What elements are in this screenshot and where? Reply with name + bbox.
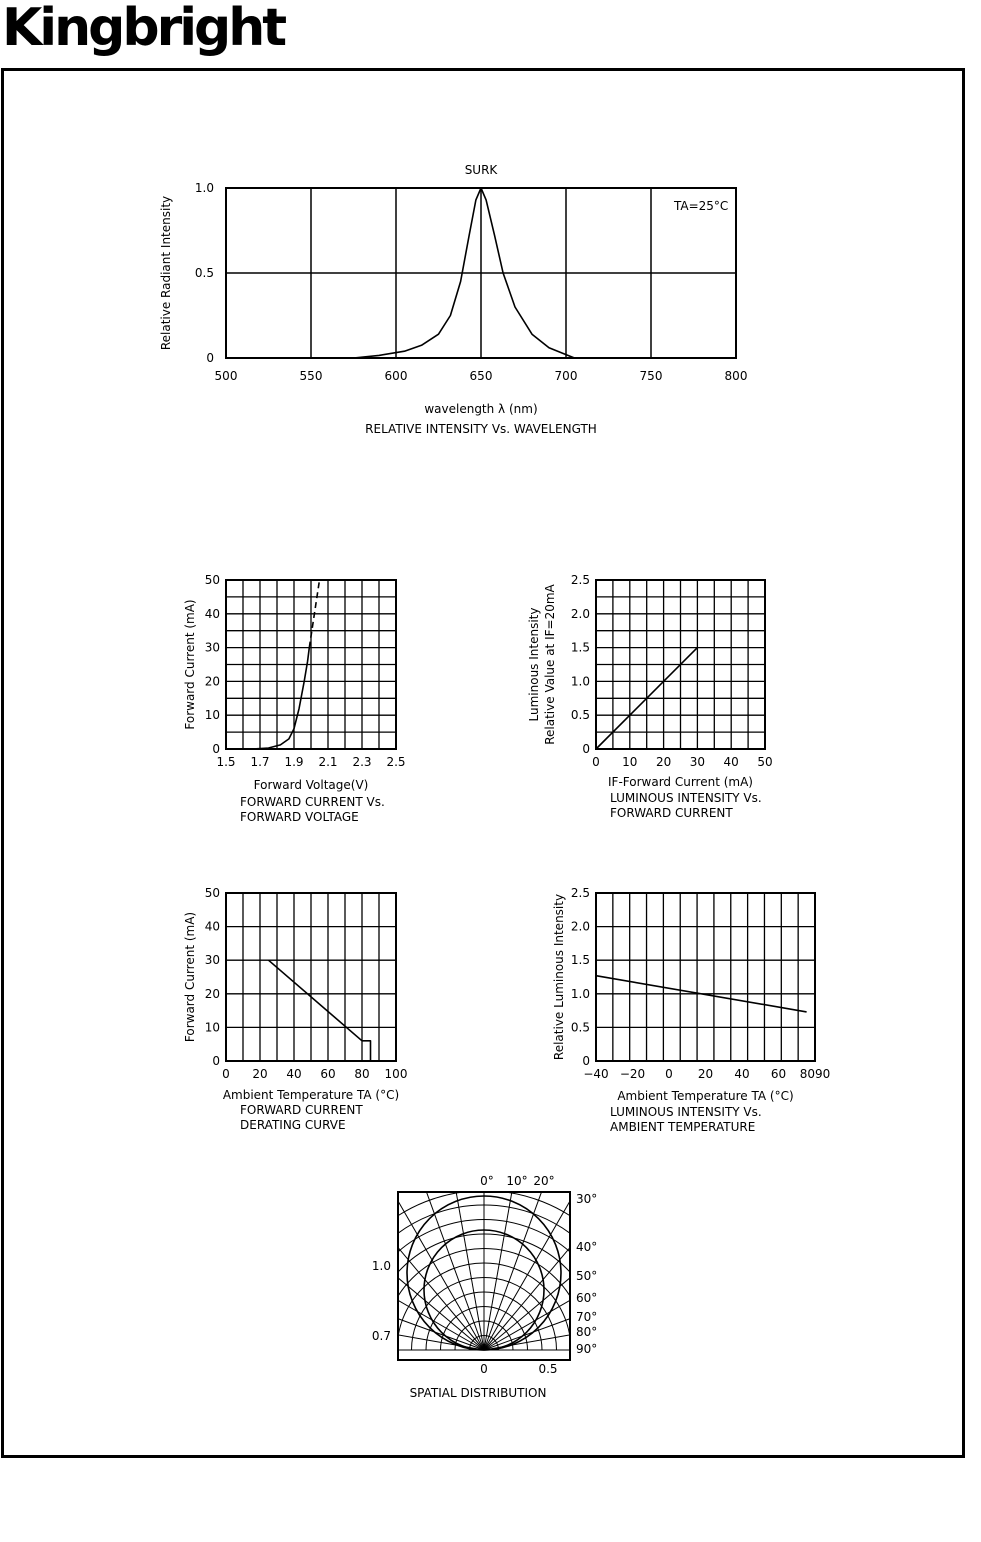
x-tick-label: 10	[622, 755, 638, 769]
y-tick-label: 2.0	[570, 606, 590, 621]
chart-caption: SPATIAL DISTRIBUTION	[409, 1386, 547, 1400]
y-tick-label: 0.5	[570, 1020, 590, 1035]
x-tick-label: 550	[299, 369, 323, 383]
y-tick-label: 50	[204, 886, 220, 900]
y-tick-label: 0	[212, 1054, 220, 1068]
angle-label: 0°	[480, 1174, 494, 1188]
chart-3	[527, 573, 773, 820]
x-tick-label: 20	[252, 1067, 268, 1081]
y-tick-label: 1.5	[570, 953, 590, 968]
chart-caption: FORWARD CURRENT	[240, 1103, 363, 1117]
y-axis-label: Forward Current (mA)	[183, 599, 197, 730]
angle-label: 40°	[576, 1240, 598, 1254]
chart-caption: RELATIVE INTENSITY Vs. WAVELENGTH	[365, 422, 597, 436]
angle-label: 30°	[576, 1192, 598, 1206]
y-tick-label: 2.0	[570, 919, 590, 934]
y-tick-label: 0	[212, 742, 220, 756]
chart-caption: FORWARD CURRENT Vs.	[240, 795, 385, 809]
y-tick-label: 0.5	[570, 708, 590, 723]
x-tick-label: 700	[554, 369, 578, 383]
y-axis-label: Luminous Intensity	[527, 607, 541, 722]
angle-label: 50°	[576, 1269, 598, 1283]
chart-1	[159, 163, 747, 436]
chart-5	[552, 886, 830, 1134]
x-axis-label: Ambient Temperature TA (°C)	[222, 1088, 400, 1102]
x-tick-label: 600	[384, 369, 408, 383]
y-tick-label: 0	[582, 742, 590, 756]
chart-caption: DERATING CURVE	[240, 1118, 346, 1132]
x-tick-label: 650	[469, 369, 493, 383]
y-tick-label: 1.0	[570, 674, 590, 689]
x-tick-label: 2.5	[386, 755, 406, 769]
x-tick-label: 2.3	[352, 755, 372, 769]
x-tick-label: 40	[286, 1067, 302, 1081]
x-tick-label: 1.7	[250, 755, 270, 769]
y-tick-label: 50	[204, 573, 220, 587]
x-tick-label: 40	[723, 755, 739, 769]
x-tick-label: 60	[320, 1067, 336, 1081]
x-tick-label: 60	[770, 1067, 787, 1081]
y-tick-label: 2.5	[570, 573, 590, 587]
y-tick-label: 10	[204, 1020, 220, 1035]
chart-caption: FORWARD VOLTAGE	[240, 810, 359, 824]
angle-label: 20°	[533, 1174, 555, 1188]
x-tick-label: 100	[384, 1067, 408, 1081]
angle-label: 90°	[576, 1342, 598, 1356]
y-tick-label: 0.5	[194, 266, 214, 280]
y-tick-label: 0	[206, 351, 214, 365]
chart-4	[183, 886, 407, 1132]
chart-6	[224, 1090, 744, 1400]
angle-label: 10°	[506, 1174, 528, 1188]
chart-2	[183, 573, 406, 824]
bottom-scale-label: 0	[480, 1362, 488, 1376]
y-axis-label: Relative Radiant Intensity	[159, 195, 173, 351]
chart-caption: LUMINOUS INTENSITY Vs.	[610, 1105, 762, 1119]
y-tick-label: 40	[204, 919, 220, 934]
chart-annotation: TA=25°C	[674, 199, 729, 213]
polar-spoke	[317, 1151, 484, 1350]
radial-label: 1.0	[371, 1259, 391, 1273]
x-tick-label: 20	[697, 1067, 714, 1081]
angle-label: 60°	[576, 1291, 598, 1305]
x-tick-label: 1.5	[216, 755, 236, 769]
x-tick-label: 750	[639, 369, 663, 383]
x-tick-label: 20	[655, 755, 672, 769]
x-tick-label: −20	[619, 1067, 646, 1081]
angle-label: 80°	[576, 1325, 598, 1339]
x-tick-label: 0	[222, 1067, 230, 1081]
y-tick-label: 10	[204, 708, 220, 723]
y-tick-label: 1.0	[570, 986, 590, 1001]
y-tick-label: 1.0	[194, 181, 214, 195]
x-tick-label: 2.1	[318, 755, 338, 769]
x-axis-label: Forward Voltage(V)	[253, 778, 369, 792]
series-line	[269, 960, 371, 1061]
angle-label: 70°	[576, 1310, 598, 1324]
y-axis-label: Relative Luminous Intensity	[552, 893, 566, 1061]
x-tick-label: 8090	[799, 1067, 831, 1081]
plot-frame	[596, 893, 815, 1061]
chart-title: SURK	[464, 163, 498, 177]
x-tick-label: 50	[757, 755, 773, 769]
x-tick-label: 80	[354, 1067, 370, 1081]
x-tick-label: 800	[724, 369, 748, 383]
chart-caption: AMBIENT TEMPERATURE	[610, 1120, 756, 1134]
x-axis-label: wavelength λ (nm)	[424, 402, 538, 416]
y-tick-label: 20	[204, 674, 220, 689]
x-tick-label: 40	[734, 1067, 750, 1081]
y-tick-label: 2.5	[570, 886, 590, 900]
x-tick-label: 500	[214, 369, 238, 383]
y-tick-label: 1.5	[570, 640, 590, 655]
radial-label: 0.7	[371, 1329, 391, 1343]
chart-caption: FORWARD CURRENT	[610, 806, 733, 820]
x-axis-label: IF-Forward Current (mA)	[608, 775, 753, 789]
x-tick-label: −40	[583, 1067, 609, 1081]
y-tick-label: 30	[204, 953, 220, 968]
x-tick-label: 0	[665, 1067, 673, 1081]
y-axis-label: Relative Value at IF=20mA	[543, 584, 557, 745]
x-tick-label: 1.9	[284, 755, 304, 769]
chart-caption: LUMINOUS INTENSITY Vs.	[610, 791, 762, 805]
y-tick-label: 40	[204, 606, 220, 621]
y-tick-label: 20	[204, 986, 220, 1001]
x-tick-label: 0	[592, 755, 600, 769]
y-axis-label: Forward Current (mA)	[183, 911, 197, 1043]
x-tick-label: 30	[689, 755, 706, 769]
bottom-scale-label: 0.5	[538, 1362, 558, 1376]
y-tick-label: 30	[204, 640, 220, 655]
kingbright-logo: Kingbright	[2, 0, 285, 58]
x-axis-label: Ambient Temperature TA (°C)	[617, 1089, 794, 1103]
y-tick-label: 0	[582, 1054, 590, 1068]
